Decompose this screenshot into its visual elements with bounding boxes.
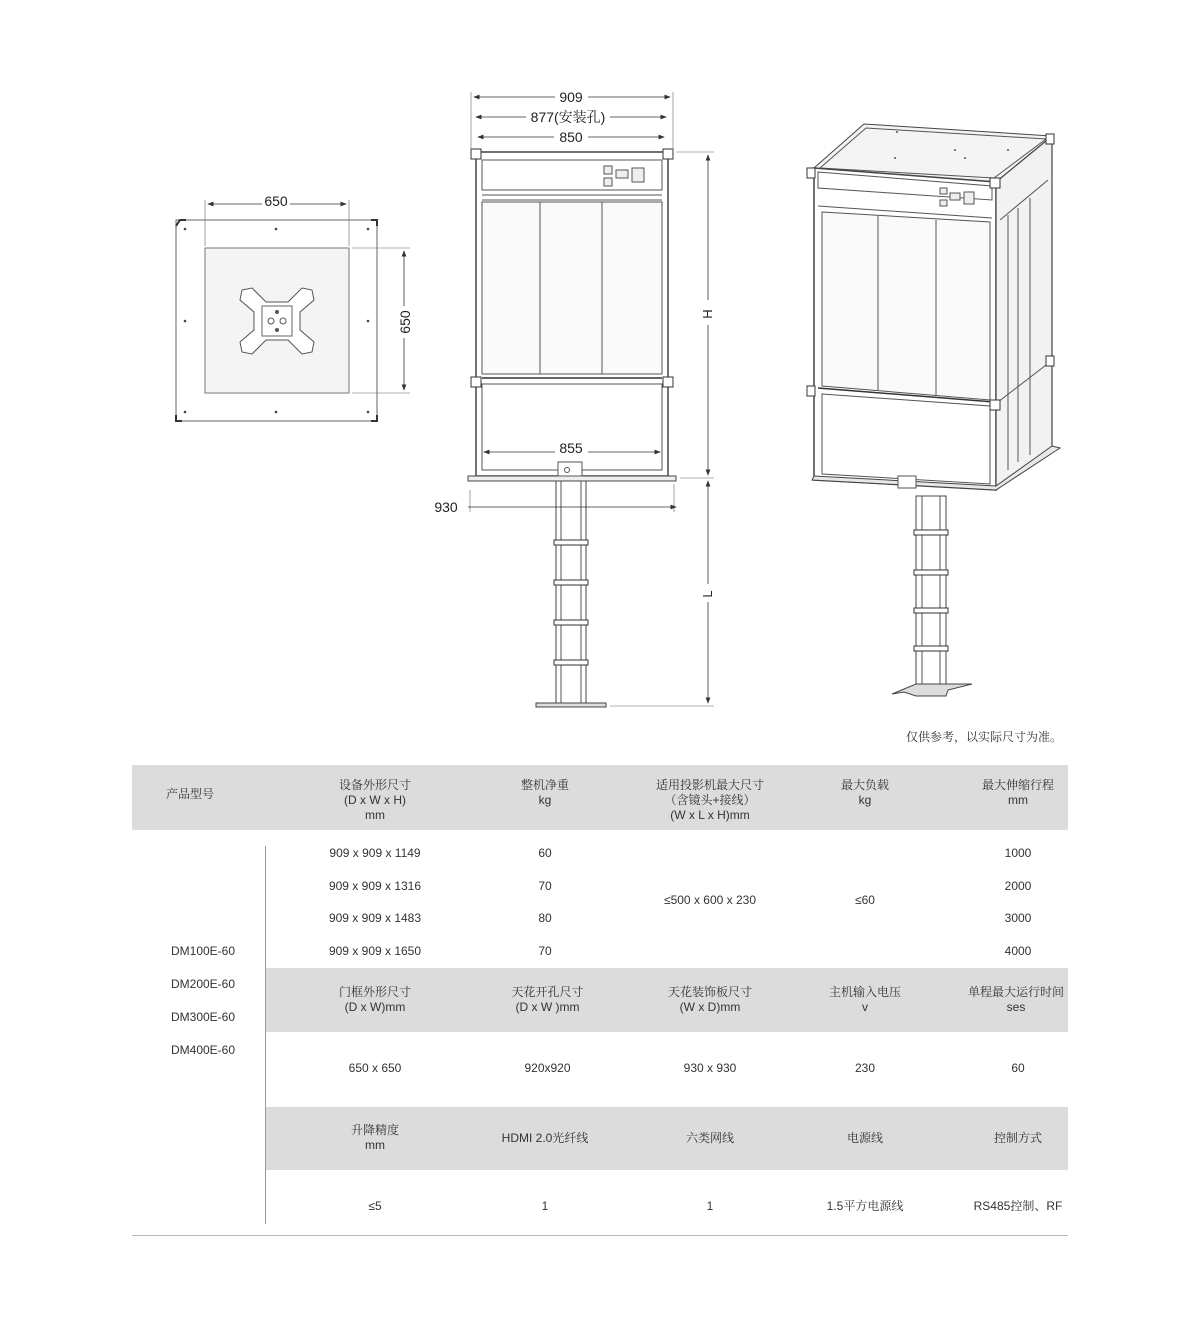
table-row-3-weight: 80 (538, 911, 552, 925)
value-control: RS485控制、RF (973, 1199, 1063, 1213)
value-frame: 650 x 650 (348, 1061, 402, 1075)
table-row-1-dims: 909 x 909 x 1149 (329, 846, 421, 860)
header-power: 电源线 (846, 1131, 883, 1145)
isometric-view-drawing (807, 124, 1060, 696)
value-power: 1.5平方电源线 (826, 1199, 904, 1213)
reference-note: 仅供参考，以实际尺寸为准。 (905, 730, 1062, 744)
model-4: DM400E-60 (170, 1043, 236, 1057)
table-row-3-dims: 909 x 909 x 1483 (328, 911, 422, 925)
header-frame: 门框外形尺寸 (D x W)mm (338, 985, 411, 1014)
front-inner-width-label: 850 (559, 129, 583, 145)
value-ceiling-panel: 930 x 930 (683, 1061, 737, 1075)
table-row-4-stroke: 4000 (1004, 944, 1032, 958)
value-ceiling-hole: 920x920 (524, 1061, 571, 1075)
model-2: DM200E-60 (170, 977, 236, 991)
header-load: 最大负载 kg (840, 778, 889, 807)
value-network: 1 (706, 1199, 714, 1213)
value-hdmi: 1 (541, 1199, 549, 1213)
table-row-4-dims: 909 x 909 x 1650 (328, 944, 422, 958)
table-row-3-stroke: 3000 (1004, 911, 1032, 925)
model-1: DM100E-60 (170, 944, 236, 958)
header-voltage: 主机输入电压 v (828, 985, 901, 1014)
table-row-2-stroke: 2000 (1004, 879, 1032, 893)
top-view-width-label: 650 (264, 193, 288, 209)
max-load-value: ≤60 (855, 893, 875, 907)
header-stroke: 最大伸缩行程 mm (981, 778, 1054, 807)
header-model: 产品型号 (165, 787, 214, 801)
header-ceiling-hole: 天花开孔尺寸 (D x W )mm (511, 985, 584, 1014)
height-H-label: H (700, 309, 715, 319)
header-hdmi: HDMI 2.0光纤线 (501, 1131, 589, 1145)
header-time: 单程最大运行时间 ses (967, 985, 1064, 1014)
table-row-2-dims: 909 x 909 x 1316 (328, 879, 422, 893)
model-3: DM300E-60 (170, 1010, 236, 1024)
header-network: 六类网线 (685, 1131, 734, 1145)
table-bottom-rule (132, 1235, 1068, 1236)
header-weight: 整机净重 kg (520, 778, 569, 807)
lift-L-label: L (700, 590, 715, 598)
table-row-1-weight: 60 (538, 846, 552, 860)
front-plate-width-label: 930 (434, 499, 458, 515)
projector-max-value: ≤500 x 600 x 230 (664, 893, 756, 907)
table-row-4-weight: 70 (538, 944, 552, 958)
header-control: 控制方式 (993, 1131, 1042, 1145)
front-bottom-width-label: 855 (559, 440, 583, 456)
value-precision: ≤5 (368, 1199, 382, 1213)
top-view-drawing (176, 200, 410, 421)
front-view-drawing (468, 92, 714, 707)
header-ceiling-panel: 天花装饰板尺寸 (W x D)mm (667, 985, 752, 1014)
header-dims: 设备外形尺寸 (D x W x H) mm (338, 778, 411, 822)
table-row-1-stroke: 1000 (1004, 846, 1032, 860)
top-view-height-label: 650 (397, 310, 413, 334)
header-projector: 适用投影机最大尺寸 （含镜头+接线） (W x L x H)mm (655, 778, 764, 822)
front-outer-width-label: 909 (559, 89, 583, 105)
value-voltage: 230 (854, 1061, 876, 1075)
front-mount-hole-label: 877(安装孔) (530, 109, 606, 125)
value-time: 60 (1011, 1061, 1025, 1075)
header-precision: 升降精度 mm (350, 1123, 399, 1152)
table-row-2-weight: 70 (538, 879, 552, 893)
